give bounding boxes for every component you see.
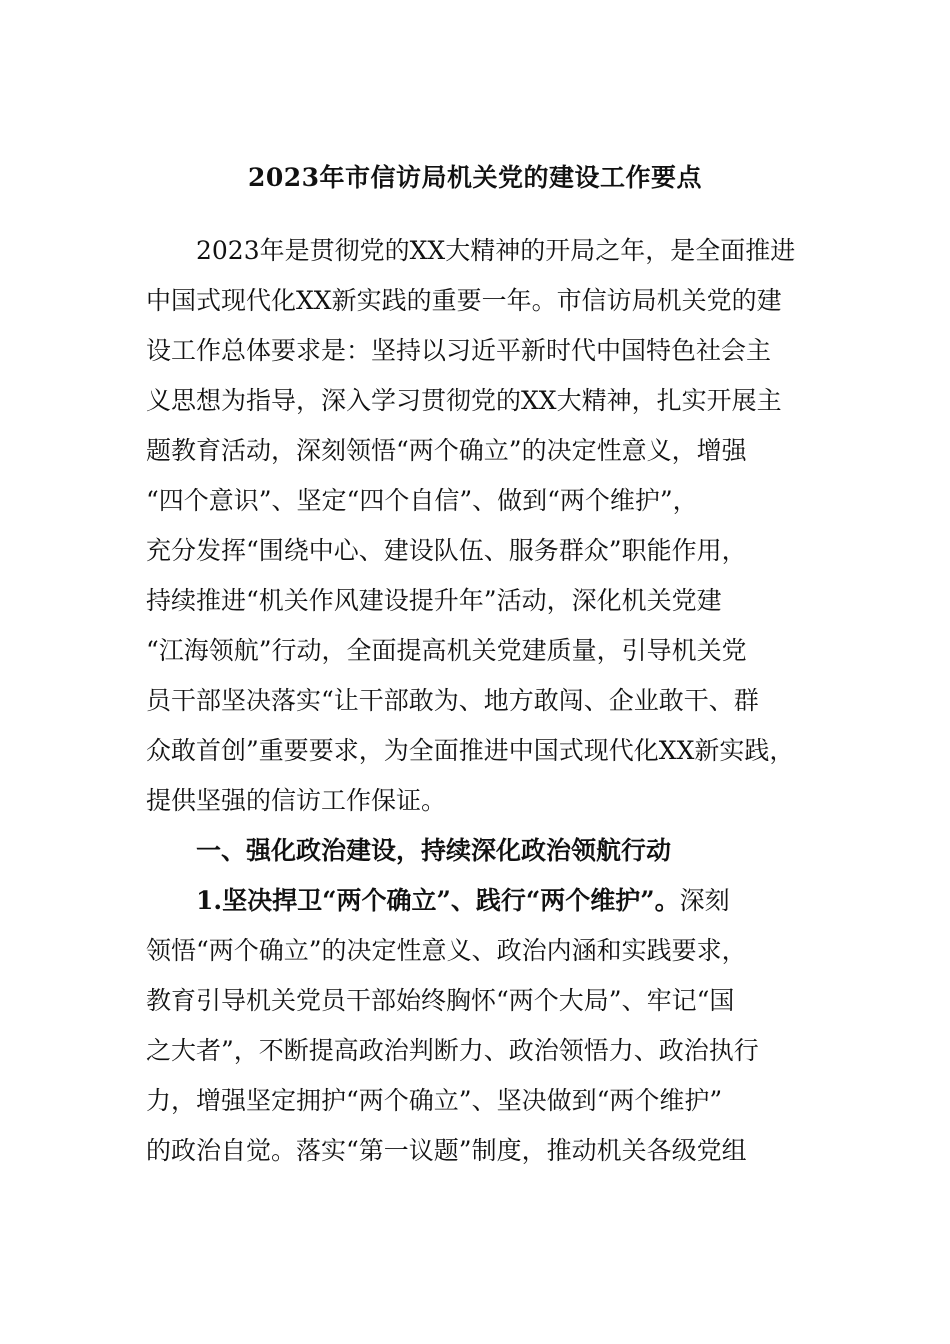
text-line: 设工作总体要求是：坚持以习近平新时代中国特色社会主	[146, 336, 772, 365]
section-heading: 一、强化政治建设，持续深化政治领航行动	[196, 836, 672, 865]
text-line: 之大者”，不断提高政治判断力、政治领悟力、政治执行	[146, 1036, 759, 1065]
text-line: 的政治自觉。落实“第一议题”制度，推动机关各级党组	[146, 1136, 747, 1165]
item-text: 深刻	[679, 886, 730, 915]
text-line: “江海领航”行动，全面提高机关党建质量，引导机关党	[146, 636, 747, 665]
text-line: 充分发挥“围绕中心、建设队伍、服务群众”职能作用，	[146, 536, 747, 565]
item-title: 1.坚决捍卫“两个确立”、践行“两个维护”。	[196, 886, 680, 915]
item-first-line	[146, 876, 816, 926]
text-line: 题教育活动，深刻领悟“两个确立”的决定性意义，增强	[146, 436, 747, 465]
text-line: 2023年是贯彻党的XX大精神的开局之年，是全面推进	[196, 236, 796, 265]
document-title: 2023年市信访局机关党的建设工作要点	[247, 163, 703, 192]
text-line: 持续推进“机关作风建设提升年”活动，深化机关党建	[146, 586, 722, 615]
text-line: 员干部坚决落实“让干部敢为、地方敢闯、企业敢干、群	[146, 686, 759, 715]
text-line: 中国式现代化XX新实践的重要一年。市信访局机关党的建	[146, 286, 782, 315]
text-line: 义思想为指导，深入学习贯彻党的XX大精神，扎实开展主	[146, 386, 782, 415]
paragraph-intro	[146, 226, 816, 1176]
text-line: 领悟“两个确立”的决定性意义、政治内涵和实践要求，	[146, 936, 747, 965]
text-line: 众敢首创”重要要求，为全面推进中国式现代化XX新实践，	[146, 736, 795, 765]
text-line: 提供坚强的信访工作保证。	[146, 786, 447, 815]
text-line: 教育引导机关党员干部始终胸怀“两个大局”、牢记“国	[146, 986, 735, 1015]
text-line: “四个意识”、坚定“四个自信”、做到“两个维护”，	[146, 486, 698, 515]
text-line: 力，增强坚定拥护“两个确立”、坚决做到“两个维护”	[146, 1086, 723, 1115]
